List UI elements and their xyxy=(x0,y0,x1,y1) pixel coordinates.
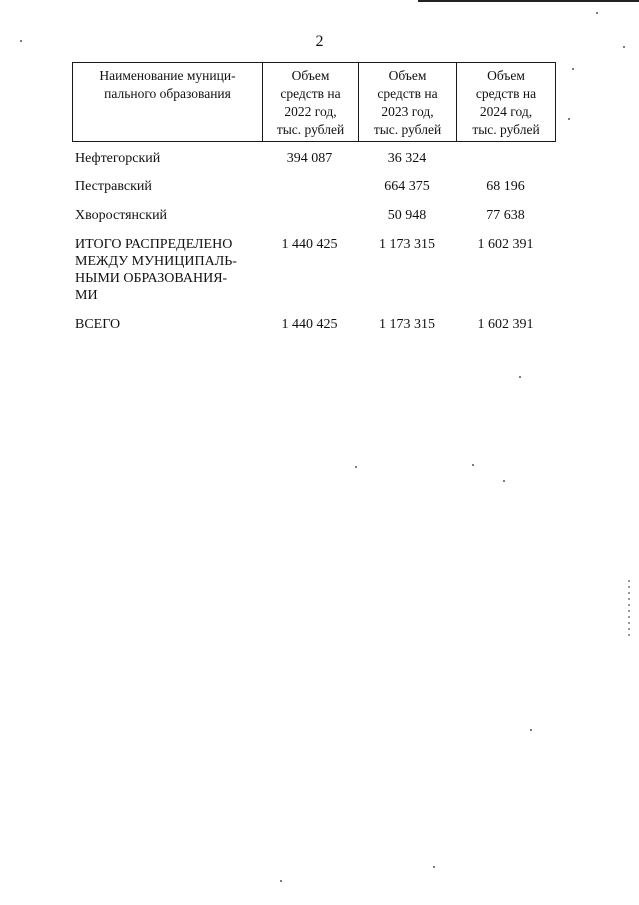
scan-speck xyxy=(503,480,505,482)
name-line: Пестравский xyxy=(75,179,152,194)
name-line: МИ xyxy=(75,288,98,303)
municipality-name xyxy=(75,207,167,224)
name-line: МЕЖДУ МУНИЦИПАЛЬ- xyxy=(75,254,237,269)
scan-speck xyxy=(530,729,532,731)
value-2024: 68 196 xyxy=(486,179,525,194)
value-2024: 77 638 xyxy=(486,208,525,223)
value-2023: 1 173 315 xyxy=(379,317,435,332)
header-line: 2024 год, xyxy=(479,104,533,119)
header-line: Объем xyxy=(291,68,330,83)
header-2024 xyxy=(457,63,556,142)
top-border-rule xyxy=(418,0,639,2)
header-line: 2023 год, xyxy=(381,104,434,119)
value-2022: 1 440 425 xyxy=(281,317,338,332)
value-2023: 1 173 315 xyxy=(379,237,435,252)
header-municipality xyxy=(73,63,263,142)
header-2023 xyxy=(359,63,457,142)
municipality-name xyxy=(75,316,120,333)
scan-speck xyxy=(433,866,435,868)
header-line: тыс. рублей xyxy=(472,122,540,137)
table-header xyxy=(72,62,556,142)
header-line: 2022 год, xyxy=(284,104,337,119)
scan-speck xyxy=(568,118,570,120)
name-line: Хворостянский xyxy=(75,208,168,223)
header-line: средств на xyxy=(280,86,341,101)
name-line: НЫМИ ОБРАЗОВАНИЯ- xyxy=(75,271,228,286)
value-2024: 1 602 391 xyxy=(477,237,534,252)
value-2023: 36 324 xyxy=(387,151,427,166)
municipality-name xyxy=(75,236,237,304)
header-line: тыс. рублей xyxy=(373,122,442,137)
value-2023: 664 375 xyxy=(384,179,430,194)
name-line: Нефтегорский xyxy=(75,151,161,166)
value-2023: 50 948 xyxy=(387,208,427,223)
header-line: тыс. рублей xyxy=(276,122,345,137)
municipality-name xyxy=(75,150,160,167)
header-line: Объем xyxy=(388,68,427,83)
scan-speck xyxy=(596,12,598,14)
header-2022 xyxy=(263,63,359,142)
header-line: средств на xyxy=(475,86,537,101)
scan-speck xyxy=(355,466,357,468)
name-line: ИТОГО РАСПРЕДЕЛЕНО xyxy=(75,237,233,252)
header-line: Объем xyxy=(487,68,525,83)
header-line: Наименование муници- xyxy=(99,68,236,83)
scan-speck xyxy=(472,464,474,466)
scan-speck xyxy=(20,40,22,42)
value-2022: 394 087 xyxy=(286,151,333,166)
header-line: пального образования xyxy=(104,86,231,101)
scan-speck xyxy=(623,46,625,48)
name-line: ВСЕГО xyxy=(75,317,121,332)
scan-speck xyxy=(519,376,521,378)
header-line: средств на xyxy=(377,86,438,101)
scan-edge-marks xyxy=(628,580,630,640)
scan-speck xyxy=(280,880,282,882)
municipality-name xyxy=(75,178,152,195)
value-2024: 1 602 391 xyxy=(477,317,534,332)
page-number: 2 xyxy=(315,33,324,50)
value-2022: 1 440 425 xyxy=(281,237,338,252)
scan-speck xyxy=(572,68,574,70)
